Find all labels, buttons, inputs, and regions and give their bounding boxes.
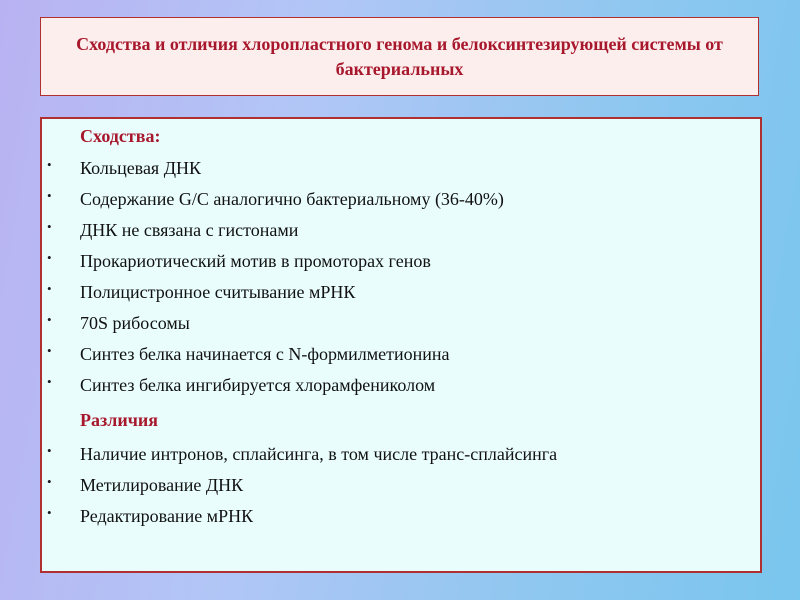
list-item <box>0 375 800 401</box>
list-item-text: ДНК не связана с гистонами <box>80 220 299 240</box>
list-item-text: 70S рибосомы <box>80 313 190 333</box>
list-item-text: Прокариотический мотив в промоторах генов <box>80 251 431 271</box>
differences-heading: Различия <box>80 410 158 430</box>
list-item <box>0 475 800 501</box>
list-item <box>0 344 800 370</box>
list-item <box>0 282 800 308</box>
list-item-text: Редактирование мРНК <box>80 506 254 526</box>
list-item <box>0 506 800 532</box>
list-item <box>0 444 800 470</box>
list-item <box>0 251 800 277</box>
list-item-text: Наличие интронов, сплайсинга, в том числе транс-сплайсинга <box>80 444 558 464</box>
bullet-icon: • <box>47 219 52 234</box>
bullet-icon: • <box>47 157 52 172</box>
bullet-icon: • <box>47 443 52 458</box>
slide-title: Сходства и отличия хлоропластного генома и белоксинтезирующей системы от бактериальных <box>76 33 723 79</box>
list-item <box>0 313 800 339</box>
bullet-icon: • <box>47 188 52 203</box>
list-item-text: Полицистронное считывание мРНК <box>80 282 356 302</box>
list-item <box>0 220 800 246</box>
list-item-text: Кольцевая ДНК <box>80 158 201 178</box>
list-item-text: Метилирование ДНК <box>80 475 244 495</box>
list-item-text: Содержание G/C аналогично бактериальному (36-40%) <box>80 189 504 209</box>
bullet-icon: • <box>47 343 52 358</box>
bullet-icon: • <box>47 250 52 265</box>
bullet-icon: • <box>47 474 52 489</box>
similarities-heading: Сходства: <box>80 126 161 146</box>
list-item <box>0 189 800 215</box>
list-item <box>0 158 800 184</box>
bullet-icon: • <box>47 374 52 389</box>
list-item-text: Синтез белка начинается с N-формилметионина <box>80 344 450 364</box>
title-box <box>40 17 759 96</box>
bullet-icon: • <box>47 312 52 327</box>
list-item-text: Синтез белка ингибируется хлорамфениколом <box>80 375 436 395</box>
bullet-icon: • <box>47 505 52 520</box>
bullet-icon: • <box>47 281 52 296</box>
